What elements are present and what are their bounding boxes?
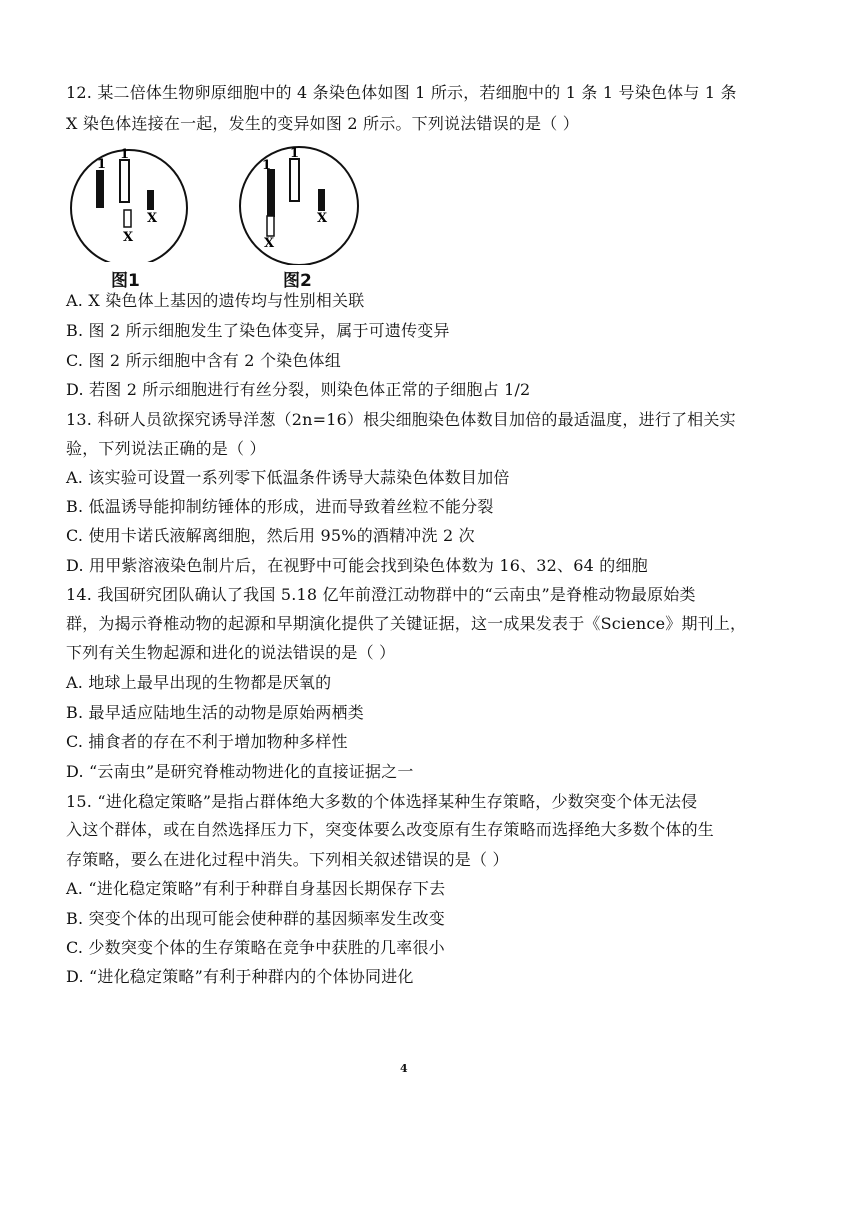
- q14-option-c: C. 捕食者的存在不利于增加物种多样性: [66, 732, 348, 751]
- q12-option-b: B. 图 2 所示细胞发生了染色体变异，属于可遗传变异: [66, 321, 450, 340]
- q14-stem-line-2: 群，为揭示脊椎动物的起源和早期演化提供了关键证据，这一成果发表于《Science》期刊上，: [66, 614, 747, 633]
- q14-option-b: B. 最早适应陆地生活的动物是原始两栖类: [66, 703, 364, 722]
- fig1-label-1a: 1: [97, 157, 107, 172]
- fig1-chromosome-1-light: [120, 160, 129, 202]
- q12-option-a: A. X 染色体上基因的遗传均与性别相关联: [66, 291, 365, 310]
- figure-1-cell-diagram: [66, 146, 196, 262]
- fig2-label-1b: 1: [290, 146, 300, 161]
- q15-option-b: B. 突变个体的出现可能会使种群的基因频率发生改变: [66, 909, 445, 928]
- fig1-caption: 图1: [111, 271, 140, 291]
- fig2-chromosome-x-light-fused: [267, 216, 274, 236]
- q14-option-d: D. “云南虫”是研究脊椎动物进化的直接证据之一: [66, 762, 414, 781]
- q13-option-b: B. 低温诱导能抑制纺锤体的形成，进而导致着丝粒不能分裂: [66, 497, 494, 516]
- fig2-caption: 图2: [283, 271, 312, 291]
- q13-option-a: A. 该实验可设置一系列零下低温条件诱导大蒜染色体数目加倍: [66, 468, 510, 487]
- fig2-label-xb: X: [264, 236, 275, 251]
- q13-option-c: C. 使用卡诺氏液解离细胞，然后用 95%的酒精冲洗 2 次: [66, 526, 475, 545]
- fig1-chromosome-x-dark: [147, 190, 154, 210]
- q15-option-d: D. “进化稳定策略”有利于种群内的个体协同进化: [66, 967, 414, 986]
- fig2-label-xa: X: [317, 211, 328, 226]
- q15-option-a: A. “进化稳定策略”有利于种群自身基因长期保存下去: [66, 879, 446, 898]
- figure-2-cell-diagram: [237, 143, 363, 265]
- page-number: 4: [400, 1062, 408, 1075]
- q14-stem-line-1: 14. 我国研究团队确认了我国 5.18 亿年前澄江动物群中的“云南虫”是脊椎动物最原始类: [66, 585, 696, 604]
- fig2-chromosome-x-dark: [318, 189, 325, 211]
- q12-option-c: C. 图 2 所示细胞中含有 2 个染色体组: [66, 351, 341, 370]
- q15-option-c: C. 少数突变个体的生存策略在竞争中获胜的几率很小: [66, 938, 445, 957]
- q12-option-d: D. 若图 2 所示细胞进行有丝分裂，则染色体正常的子细胞占 1/2: [66, 380, 531, 399]
- q15-stem-line-3: 存策略，要么在进化过程中消失。下列相关叙述错误的是（ ）: [66, 850, 509, 869]
- fig2-chromosome-1-dark-fused: [267, 169, 275, 217]
- fig2-label-1a: 1: [262, 158, 272, 173]
- q13-stem-line-2: 验，下列说法正确的是（ ）: [66, 439, 266, 458]
- fig1-chromosome-x-light: [124, 210, 131, 227]
- fig1-chromosome-1-dark: [96, 170, 104, 208]
- q14-option-a: A. 地球上最早出现的生物都是厌氧的: [66, 673, 332, 692]
- fig1-label-1b: 1: [120, 147, 130, 162]
- fig1-label-xa: X: [147, 211, 158, 226]
- q13-stem-line-1: 13. 科研人员欲探究诱导洋葱（2n=16）根尖细胞染色体数目加倍的最适温度，进行了相关实: [66, 410, 736, 429]
- q15-stem-line-1: 15. “进化稳定策略”是指占群体绝大多数的个体选择某种生存策略，少数突变个体无法侵: [66, 792, 698, 811]
- q12-stem-line-1: 12. 某二倍体生物卵原细胞中的 4 条染色体如图 1 所示，若细胞中的 1 条 1 号染色体与 1 条: [66, 83, 737, 102]
- q15-stem-line-2: 入这个群体，或在自然选择压力下，突变体要么改变原有生存策略而选择绝大多数个体的生: [66, 820, 715, 839]
- fig2-chromosome-1-light: [290, 159, 299, 201]
- q14-stem-line-3: 下列有关生物起源和进化的说法错误的是（ ）: [66, 643, 396, 662]
- q13-option-d: D. 用甲紫溶液染色制片后，在视野中可能会找到染色体数为 16、32、64 的细胞: [66, 556, 648, 575]
- q12-stem-line-2: X 染色体连接在一起，发生的变异如图 2 所示。下列说法错误的是（ ）: [66, 114, 579, 133]
- fig1-label-xb: X: [123, 230, 134, 245]
